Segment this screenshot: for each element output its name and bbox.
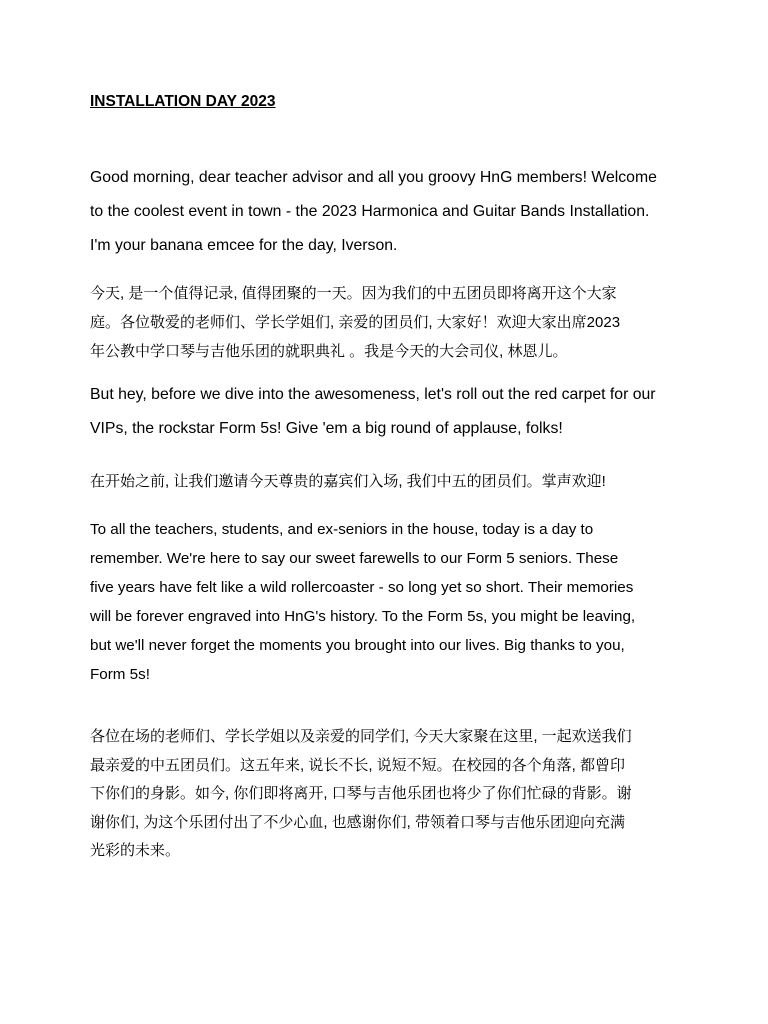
paragraph-line: VIPs, the rockstar Form 5s! Give 'em a big round of applause, folks! xyxy=(90,420,563,437)
paragraph-line: 光彩的未来。 xyxy=(90,842,181,859)
paragraph-line: 下你们的身影。如今, 你们即将离开, 口琴与吉他乐团也将少了你们忙碌的背影。谢 xyxy=(90,785,632,802)
paragraph-line: 谢你们, 为这个乐团付出了不少心血, 也感谢你们, 带领着口琴与吉他乐团迎向充满 xyxy=(90,813,626,831)
paragraph-line: I'm your banana emcee for the day, Iverson. xyxy=(90,237,398,254)
paragraph-line: but we'll never forget the moments you brought into our lives. Big thanks to you, xyxy=(90,637,625,654)
paragraph-line: 年公教中学口琴与吉他乐团的就职典礼 。我是今天的大会司仪, 林恩儿。 xyxy=(90,343,568,360)
paragraph-line: 在开始之前, 让我们邀请今天尊贵的嘉宾们入场, 我们中五的团员们。掌声欢迎! xyxy=(90,473,606,490)
paragraph-line: Form 5s! xyxy=(90,666,150,683)
paragraph-line: 各位在场的老师们、学长学姐以及亲爱的同学们, 今天大家聚在这里, 一起欢送我们 xyxy=(90,728,632,745)
paragraph-line: five years have felt like a wild rollercoaster - so long yet so short. Their memories xyxy=(90,579,634,596)
paragraph-line: 最亲爱的中五团员们。这五年来, 说长不长, 说短不短。在校园的各个角落, 都曾印 xyxy=(90,756,626,774)
paragraph-line: Good morning, dear teacher advisor and all you groovy HnG members! Welcome xyxy=(90,169,657,186)
paragraph-welcome-chinese xyxy=(90,279,690,366)
paragraph-farewell-chinese xyxy=(90,723,690,866)
paragraph-line: But hey, before we dive into the awesomeness, let's roll out the red carpet for our xyxy=(90,386,656,403)
paragraph-farewell-english xyxy=(90,515,690,689)
paragraph-line: will be forever engraved into HnG's history. To the Form 5s, you might be leaving, xyxy=(90,608,636,625)
paragraph-vip-chinese xyxy=(90,467,690,496)
paragraph-line: to the coolest event in town - the 2023 Harmonica and Guitar Bands Installation. xyxy=(90,203,650,220)
paragraph-line: 庭。各位敬爱的老师们、学长学姐们, 亲爱的团员们, 大家好！欢迎大家出席2023 xyxy=(90,314,621,331)
paragraph-vip-english xyxy=(90,378,690,446)
document-title: INSTALLATION DAY 2023 xyxy=(90,93,276,110)
paragraph-line: remember. We're here to say our sweet farewells to our Form 5 seniors. These xyxy=(90,550,619,567)
paragraph-line: 今天, 是一个值得记录, 值得团聚的一天。因为我们的中五团员即将离开这个大家 xyxy=(90,285,617,302)
paragraph-welcome-english xyxy=(90,161,690,263)
paragraph-line: To all the teachers, students, and ex-seniors in the house, today is a day to xyxy=(90,521,594,538)
